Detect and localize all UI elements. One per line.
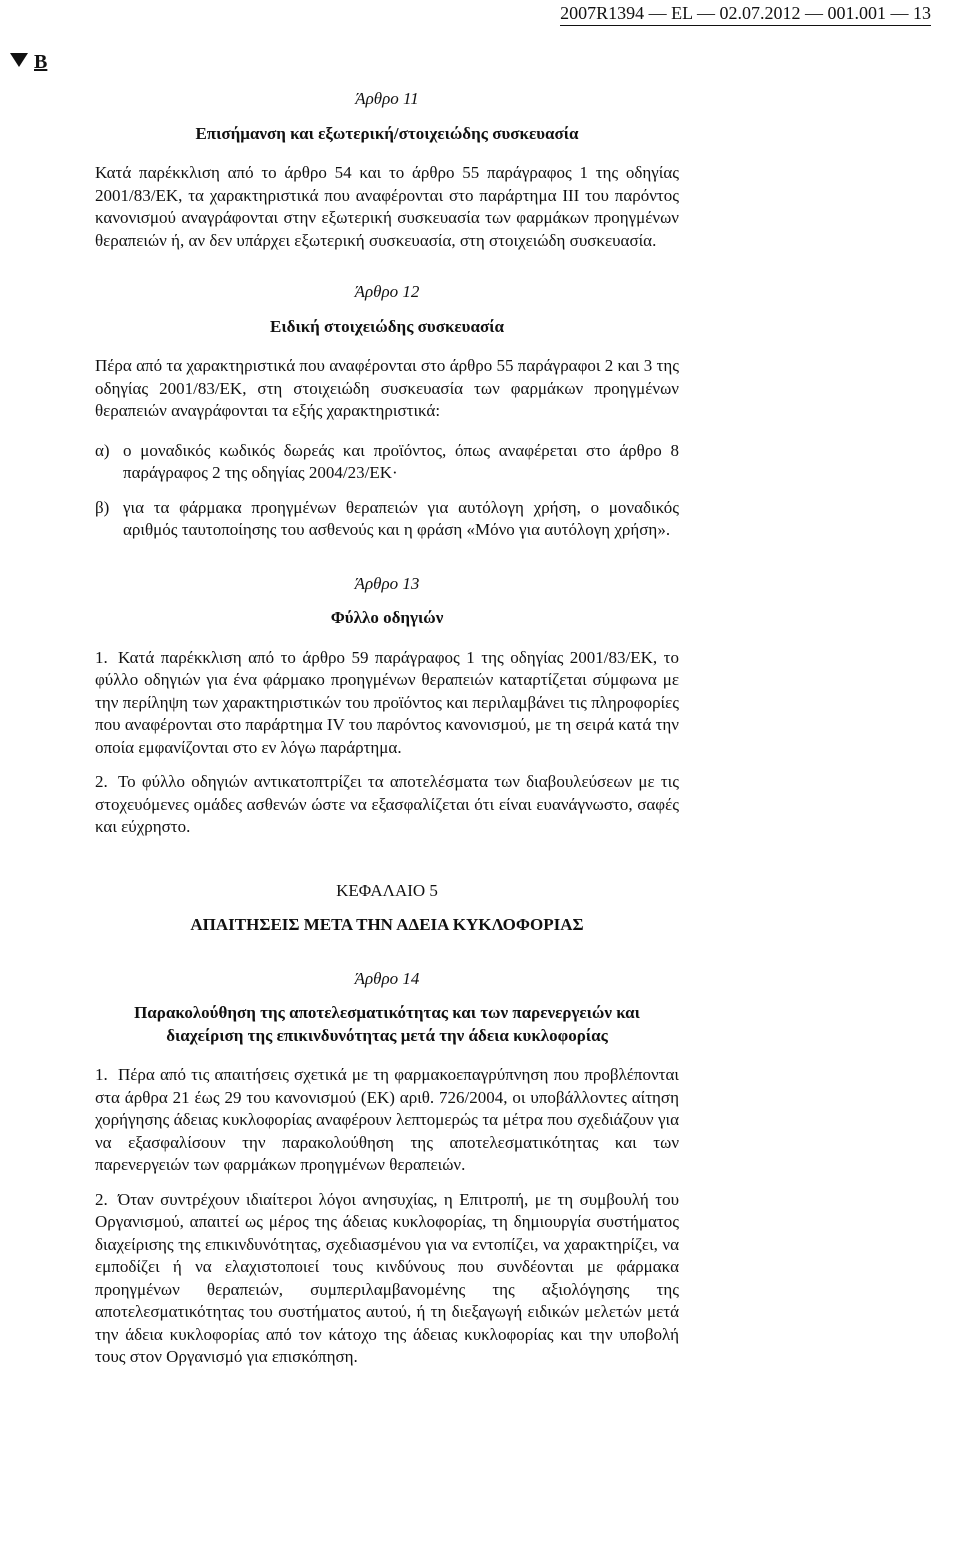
chapter-number: ΚΕΦΑΛΑΙΟ 5 xyxy=(336,880,438,900)
paragraph-number: 2. xyxy=(95,1189,108,1209)
article-13-paragraph-1 xyxy=(95,647,679,760)
item-b-label: β) xyxy=(95,497,110,517)
item-a-text: ο μοναδικός κωδικός δωρεάς και προϊόντος, όπως αναφέρεται στο άρθρο 8 παράγραφος 2 της οδηγίας 2004/23/ΕΚ· xyxy=(123,440,679,482)
item-a-label: α) xyxy=(95,440,110,460)
document-body xyxy=(95,88,679,1369)
amendment-marker-letter: B xyxy=(34,51,48,73)
article-12 xyxy=(95,281,679,542)
article-14 xyxy=(95,968,679,1369)
article-11 xyxy=(95,88,679,252)
paragraph-text: Όταν συντρέχουν ιδιαίτεροι λόγοι ανησυχίας, η Επιτροπή, με τη συμβουλή του Οργανισμού, απαιτεί ως μέρος της άδειας κυκλοφορίας, τη δημιουργία συστήματος διαχείρισης της επικινδυνότητας, σχεδιασμένου για να εντοπίζει, να χαρακτηρίζει, να εμποδίζει ή να ελαχιστοποιεί τους κινδύνους που συνδέονται με φάρμακα προηγμένων θεραπειών, συμπεριλαμβανομένης της αξιολόγησης της αποτελεσματικότητας του συστήματος αυτού, ή τη διεξαγωγή ειδικών μελετών μετά την άδεια κυκλοφορίας από τον κάτοχο της άδειας κυκλοφορίας και την υποβολή τους στον Οργανισμό για επισκόπηση. xyxy=(95,1189,679,1366)
triangle-down-icon xyxy=(10,53,28,67)
chapter-title: ΑΠΑΙΤΗΣΕΙΣ ΜΕΤΑ ΤΗΝ ΑΔΕΙΑ ΚΥΚΛΟΦΟΡΙΑΣ xyxy=(190,915,584,934)
article-13-title: Φύλλο οδηγιών xyxy=(330,608,444,627)
article-13 xyxy=(95,573,679,839)
article-14-paragraph-2 xyxy=(95,1189,679,1369)
paragraph-text: Κατά παρέκκλιση από το άρθρο 59 παράγραφος 1 της οδηγίας 2001/83/ΕΚ, το φύλλο οδηγιών για ένα φάρμακο προηγμένων θεραπειών καταρτίζεται σύμφωνα με την περίληψη των χαρακτηριστικών του προϊόντος και περιλαμβάνει τις πληροφορίες που αναφέρονται στο παράρτημα IV του παρόντος κανονισμού, με τη σειρά κατά την οποία εμφανίζονται στο εν λόγω παράρτημα. xyxy=(95,647,679,757)
amendment-marker xyxy=(10,50,47,74)
article-12-title: Ειδική στοιχειώδης συσκευασία xyxy=(270,316,504,336)
article-11-title: Επισήμανση και εξωτερική/στοιχειώδης συσκευασία xyxy=(195,123,579,143)
article-12-item-b xyxy=(95,497,679,542)
article-14-paragraph-1 xyxy=(95,1064,679,1177)
item-b-text: για τα φάρμακα προηγμένων θεραπειών για αυτόλογη χρήση, ο μοναδικός αριθμός ταυτοποίησης του ασθενούς και η φράση «Μόνο για αυτόλογη χρήση». xyxy=(123,497,679,539)
chapter-5 xyxy=(95,880,679,937)
article-12-item-a xyxy=(95,440,679,485)
paragraph-text: Πέρα από τις απαιτήσεις σχετικά με τη φαρμακοεπαγρύπνηση που προβλέπονται στα άρθρα 21 έως 29 του κανονισμού (ΕΚ) αριθ. 726/2004, οι υποβάλλοντες αίτηση χορήγησης άδειας κυκλοφορίας αναφέρουν λεπτομερώς τα μέτρα που σχεδιάζουν για να εξασφαλίσουν την παρακολούθηση της αποτελεσματικότητας και των παρενεργειών των φαρμάκων προηγμένων θεραπειών. xyxy=(95,1065,679,1174)
page-header: 2007R1394 — EL — 02.07.2012 — 001.001 — 13 xyxy=(560,0,931,26)
article-14-title: Παρακολούθηση της αποτελεσματικότητας και των παρενεργειών και διαχείριση της επικινδυνότητας μετά την άδεια κυκλοφορίας xyxy=(134,1003,640,1045)
paragraph-number: 2. xyxy=(95,772,108,791)
paragraph-number: 1. xyxy=(95,1065,108,1084)
article-12-number: Άρθρο 12 xyxy=(354,282,420,301)
paragraph-text: Το φύλλο οδηγιών αντικατοπτρίζει τα αποτελέσματα των διαβουλεύσεων με τις στοχευόμενες ομάδες ασθενών ώστε να εξασφαλίζεται ότι είναι ευανάγνωστο, σαφές και εύχρηστο. xyxy=(95,772,679,836)
article-13-paragraph-2 xyxy=(95,771,679,839)
article-11-number: Άρθρο 11 xyxy=(355,89,419,108)
paragraph-number: 1. xyxy=(95,647,108,667)
article-14-number: Άρθρο 14 xyxy=(354,968,420,988)
article-12-paragraph: Πέρα από τα χαρακτηριστικά που αναφέρονται στο άρθρο 55 παράγραφοι 2 και 3 της οδηγίας 2001/83/ΕΚ, στη στοιχειώδη συσκευασία των φαρμάκων προηγμένων θεραπειών αναγράφονται τα εξής χαρακτηριστικά: xyxy=(95,356,679,420)
article-11-paragraph: Κατά παρέκκλιση από το άρθρο 54 και το άρθρο 55 παράγραφος 1 της οδηγίας 2001/83/ΕΚ, τα χαρακτηριστικά που αναφέρονται στο παράρτημα ΙΙΙ του παρόντος κανονισμού αναγράφονται στην εξωτερική συσκευασία των φαρμάκων προηγμένων θεραπειών ή, αν δεν υπάρχει εξωτερική συσκευασία, στη στοιχειώδη συσκευασία. xyxy=(95,163,679,250)
article-13-number: Άρθρο 13 xyxy=(354,573,420,593)
